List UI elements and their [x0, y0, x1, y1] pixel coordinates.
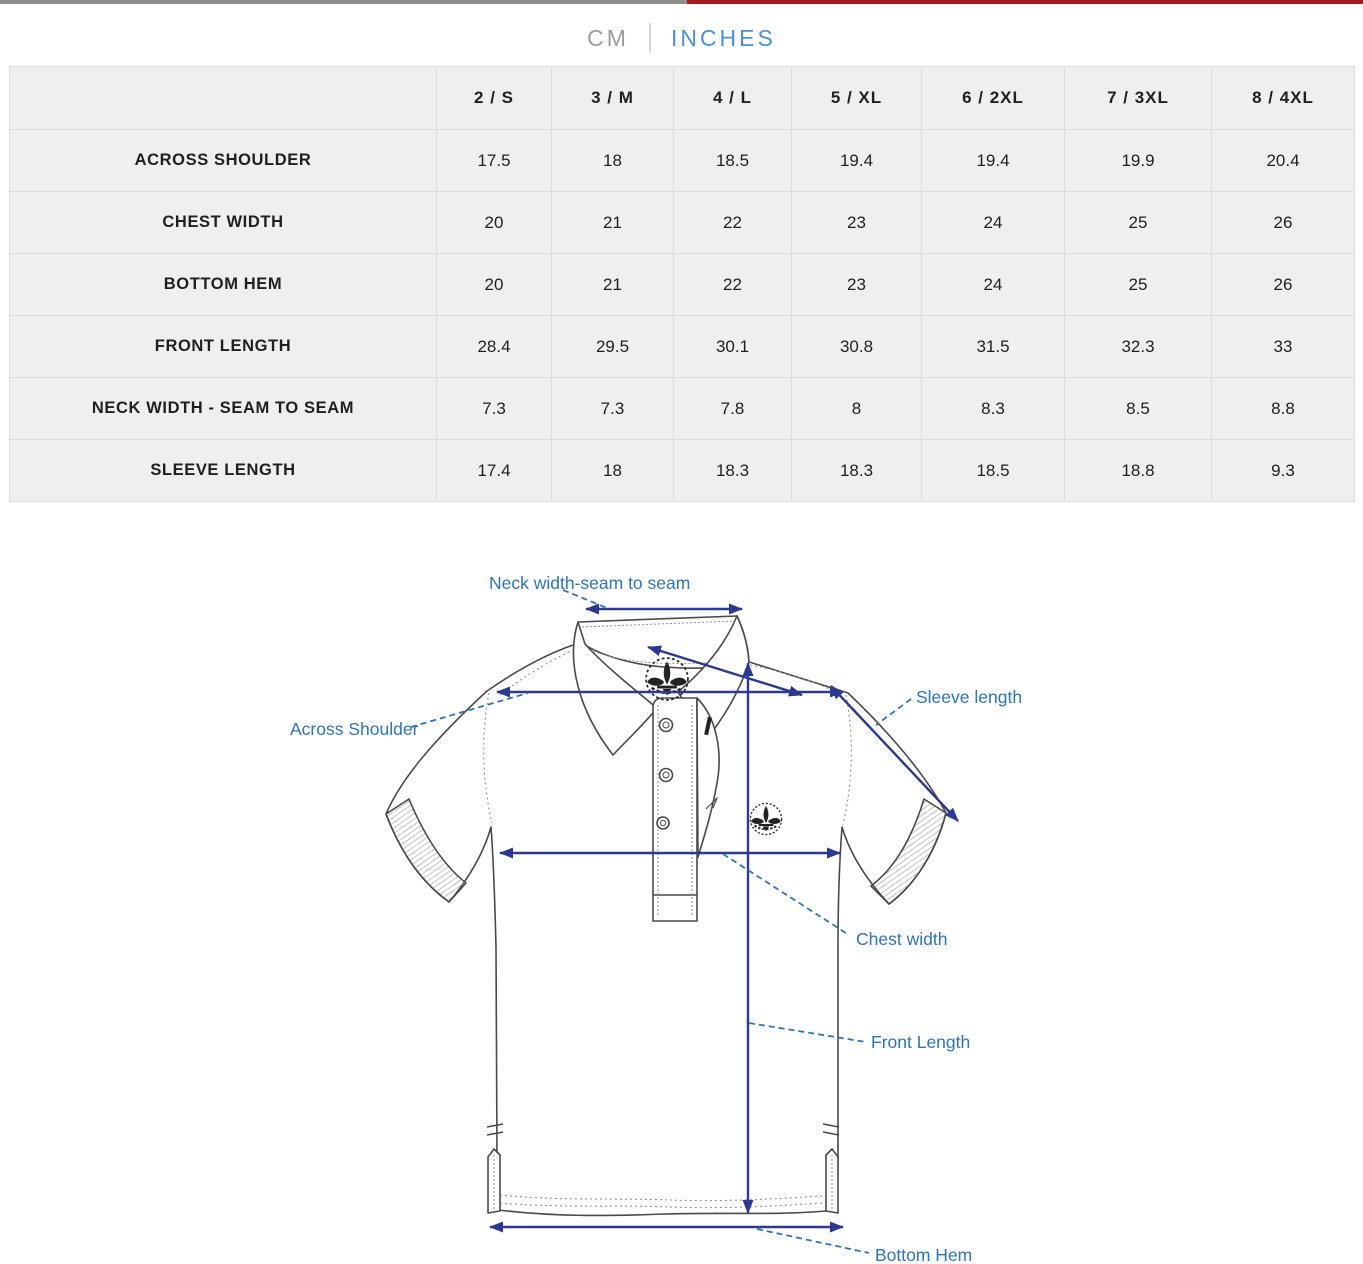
size-value-cell: 18.5: [922, 440, 1065, 502]
placket: [653, 698, 697, 921]
size-value-cell: 8.8: [1212, 378, 1355, 440]
size-value-cell: 21: [552, 254, 674, 316]
size-column-header: 2 / S: [437, 67, 552, 130]
size-value-cell: 25: [1065, 192, 1212, 254]
size-value-cell: 24: [922, 254, 1065, 316]
size-value-cell: 18.3: [674, 440, 792, 502]
size-value-cell: 31.5: [922, 316, 1065, 378]
size-value-cell: 29.5: [552, 316, 674, 378]
size-value-cell: 33: [1212, 316, 1355, 378]
size-value-cell: 18: [552, 440, 674, 502]
size-table-corner-cell: [10, 67, 437, 130]
size-value-cell: 20: [437, 192, 552, 254]
size-value-cell: 28.4: [437, 316, 552, 378]
size-value-cell: 25: [1065, 254, 1212, 316]
size-value-cell: 24: [922, 192, 1065, 254]
table-row: [10, 254, 1355, 316]
size-value-cell: 21: [552, 192, 674, 254]
size-value-cell: 18.3: [792, 440, 922, 502]
size-value-cell: 18.8: [1065, 440, 1212, 502]
measurement-row-label: BOTTOM HEM: [10, 254, 437, 316]
size-guide-diagram: [0, 565, 1363, 1264]
size-value-cell: 8.3: [922, 378, 1065, 440]
size-column-header: 3 / M: [552, 67, 674, 130]
size-value-cell: 23: [792, 254, 922, 316]
size-value-cell: 9.3: [1212, 440, 1355, 502]
unit-toggle-cm[interactable]: CM: [587, 24, 629, 51]
size-value-cell: 17.4: [437, 440, 552, 502]
measurement-row-label: CHEST WIDTH: [10, 192, 437, 254]
size-value-cell: 22: [674, 192, 792, 254]
size-table: [9, 66, 1355, 502]
unit-toggle: [0, 16, 1363, 60]
size-value-cell: 30.1: [674, 316, 792, 378]
measurement-row-label: NECK WIDTH - SEAM TO SEAM: [10, 378, 437, 440]
size-column-header: 7 / 3XL: [1065, 67, 1212, 130]
sleeve-length-label: Sleeve length: [916, 687, 1023, 707]
size-value-cell: 19.4: [922, 130, 1065, 192]
across-shoulder-label: Across Shoulder: [290, 719, 419, 739]
table-row: [10, 130, 1355, 192]
measurement-row-label: SLEEVE LENGTH: [10, 440, 437, 502]
size-value-cell: 18: [552, 130, 674, 192]
size-value-cell: 32.3: [1065, 316, 1212, 378]
unit-toggle-divider: [649, 23, 651, 53]
top-accent-gray: [0, 0, 687, 4]
size-column-header: 5 / XL: [792, 67, 922, 130]
size-column-header: 8 / 4XL: [1212, 67, 1355, 130]
measurement-row-label: ACROSS SHOULDER: [10, 130, 437, 192]
polo-shirt-illustration: [386, 616, 946, 1215]
size-column-header: 6 / 2XL: [922, 67, 1065, 130]
table-row: [10, 440, 1355, 502]
size-table-header-row: [10, 67, 1355, 130]
size-value-cell: 26: [1212, 192, 1355, 254]
size-value-cell: 30.8: [792, 316, 922, 378]
size-value-cell: 22: [674, 254, 792, 316]
top-accent-red: [687, 0, 1363, 4]
size-value-cell: 7.3: [437, 378, 552, 440]
size-value-cell: 19.4: [792, 130, 922, 192]
size-value-cell: 17.5: [437, 130, 552, 192]
size-value-cell: 26: [1212, 254, 1355, 316]
top-accent-bars: [0, 0, 1363, 4]
size-value-cell: 19.9: [1065, 130, 1212, 192]
size-value-cell: 23: [792, 192, 922, 254]
size-value-cell: 20.4: [1212, 130, 1355, 192]
size-value-cell: 7.3: [552, 378, 674, 440]
measurement-row-label: FRONT LENGTH: [10, 316, 437, 378]
unit-toggle-inches[interactable]: INCHES: [670, 24, 776, 51]
bottom-hem-label: Bottom Hem: [875, 1245, 973, 1264]
neck-width-label: Neck width-seam to seam: [489, 573, 691, 593]
size-value-cell: 20: [437, 254, 552, 316]
chest-width-label: Chest width: [856, 929, 948, 949]
table-row: [10, 192, 1355, 254]
front-length-label: Front Length: [871, 1032, 971, 1052]
size-value-cell: 8.5: [1065, 378, 1212, 440]
size-value-cell: 8: [792, 378, 922, 440]
table-row: [10, 378, 1355, 440]
size-column-header: 4 / L: [674, 67, 792, 130]
size-value-cell: 18.5: [674, 130, 792, 192]
size-value-cell: 7.8: [674, 378, 792, 440]
table-row: [10, 316, 1355, 378]
